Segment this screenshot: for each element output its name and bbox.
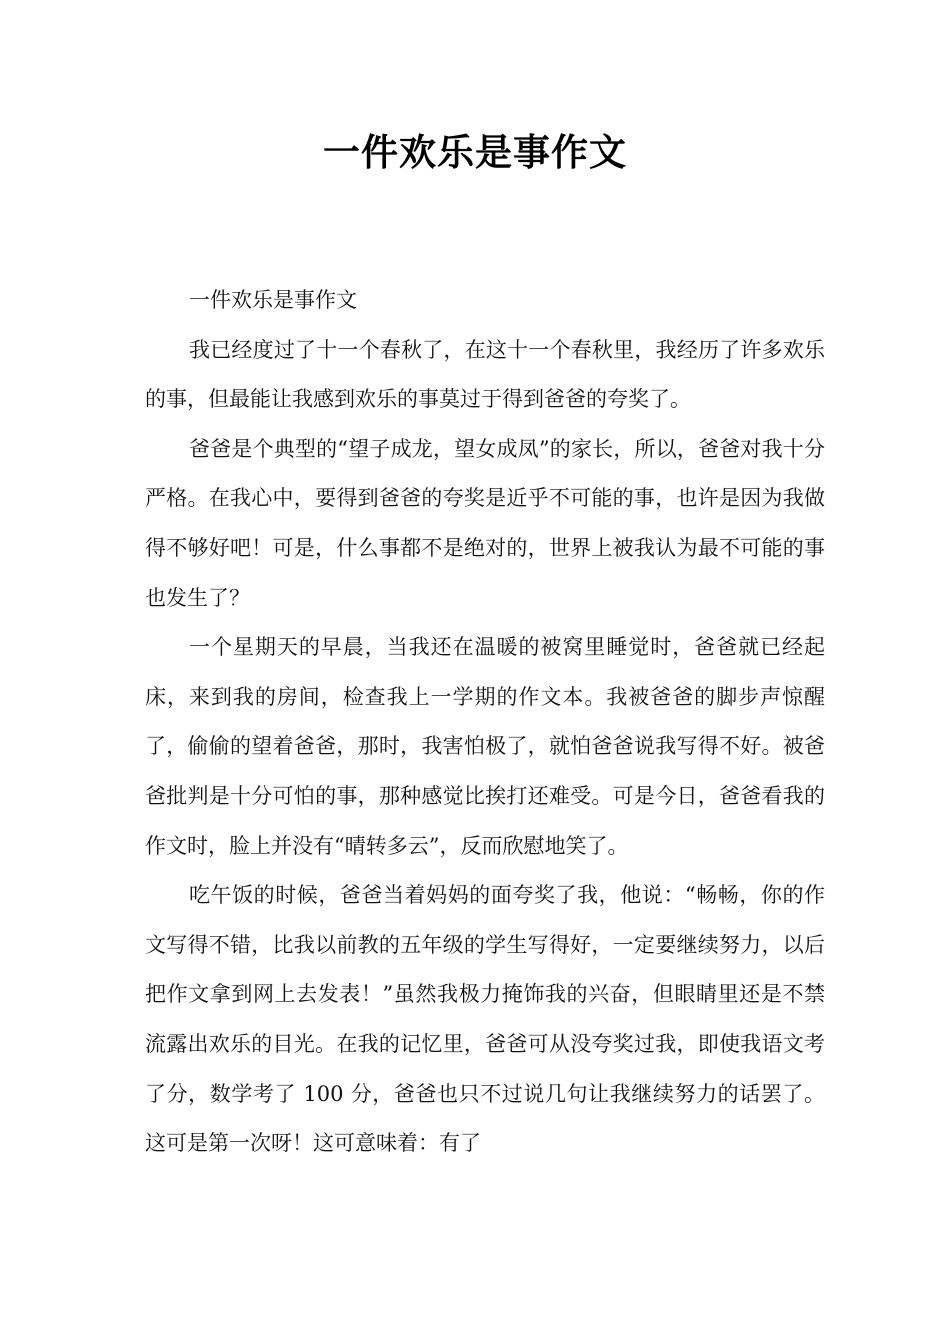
paragraph-heading: 一件欢乐是事作文 bbox=[189, 288, 357, 312]
paragraph: 爸爸是个典型的“望子成龙，望女成凤”的家长，所以，爸爸对我十分严格。在我心中，要得到爸爸的夸奖是近乎不可能的事，也许是因为我做得不够好吧！可是，什么事都不是绝对的，世界上被我认为最不可能的事也发生了？ bbox=[145, 436, 825, 610]
paragraph: 一个星期天的早晨，当我还在温暖的被窝里睡觉时，爸爸就已经起床，来到我的房间，检查我上一学期的作文本。我被爸爸的脚步声惊醒了，偷偷的望着爸爸，那时，我害怕极了，就怕爸爸说我写得不好。被爸爸批判是十分可怕的事，那种感觉比挨打还难受。可是今日，爸爸看我的作文时，脸上并没有“晴转多云”，反而欣慰地笑了。 bbox=[145, 635, 825, 858]
document-body bbox=[145, 276, 825, 1169]
document-title: 一件欢乐是事作文 bbox=[323, 131, 627, 174]
paragraph: 吃午饭的时候，爸爸当着妈妈的面夸奖了我，他说：“畅畅，你的作文写得不错，比我以前教的五年级的学生写得好，一定要继续努力，以后把作文拿到网上去发表！”虽然我极力掩饰我的兴奋，但眼睛里还是不禁流露出欢乐的目光。在我的记忆里，爸爸可从没夸奖过我，即使我语文考了分，数学考了 100 分，爸爸也只不过说几句让我继续努力的话罢了。这可是第一次呀！这可意味着：有了 bbox=[145, 883, 825, 1156]
paragraph: 我已经度过了十一个春秋了，在这十一个春秋里，我经历了许多欢乐的事，但最能让我感到欢乐的事莫过于得到爸爸的夸奖了。 bbox=[145, 337, 825, 412]
